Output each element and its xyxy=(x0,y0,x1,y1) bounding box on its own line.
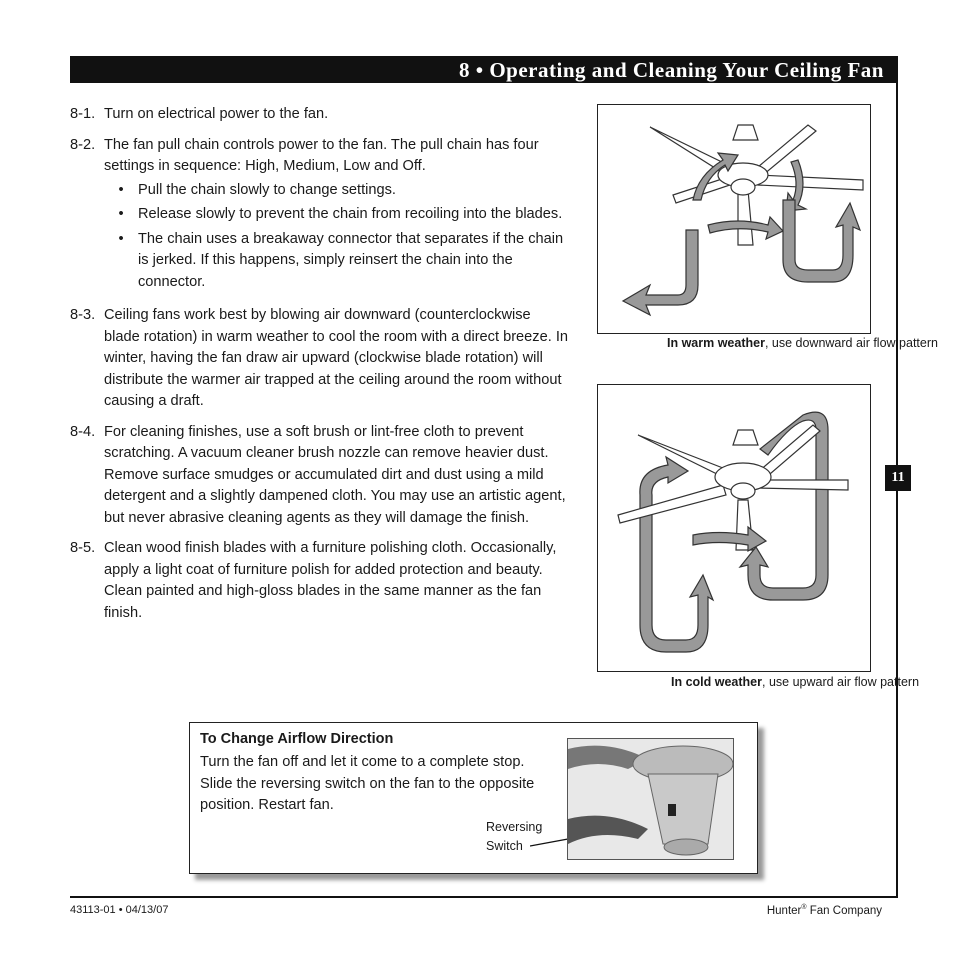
step-8-1 xyxy=(70,104,570,126)
section-title: 8 • Operating and Cleaning Your Ceiling Fan xyxy=(459,58,884,82)
airflow-arrow-down-right xyxy=(783,200,860,282)
bottom-border-rule xyxy=(70,896,898,898)
pull-chain-bullets xyxy=(104,180,570,297)
step-8-4 xyxy=(70,422,570,530)
step-text: The fan pull chain controls power to the fan. The pull chain has four settings in sequence: High, Medium, Low and Off. xyxy=(104,136,539,174)
page-number-tab: 11 xyxy=(885,465,911,491)
step-text: Ceiling fans work best by blowing air downward (counterclockwise blade rotation) in warm weather to cool the room with a direct breeze. In winter, having the fan draw air upward (clockwise blade rotation) will distribute the warmer air trapped at the ceiling around the room without causing a draft. xyxy=(104,307,568,409)
step-8-5 xyxy=(70,538,570,624)
fan-switch-housing-photo xyxy=(567,738,734,860)
company-name: Hunter® Fan Company xyxy=(766,904,882,917)
reversing-switch xyxy=(668,804,676,816)
airflow-arrow-up-left xyxy=(640,457,713,652)
fan-mount xyxy=(733,430,758,445)
fan-mount xyxy=(733,125,758,140)
bullet-item: • Pull the chain slowly to change settings. xyxy=(118,181,396,198)
callout-title: To Change Airflow Direction xyxy=(200,731,394,747)
step-number: 8-2. xyxy=(70,136,96,153)
bullet-item: • Release slowly to prevent the chain from recoiling into the blades. xyxy=(118,206,563,222)
callout-body: Turn the fan off and let it come to a complete stop. Slide the reversing switch on the fan to the opposite position. Restart fan. xyxy=(200,754,535,813)
cold-weather-caption: In cold weather, use upward air flow pattern xyxy=(671,675,920,689)
step-text: Turn on electrical power to the fan. xyxy=(104,106,329,122)
step-text: Clean wood finish blades with a furniture polishing cloth. Occasionally, apply a light coat of furniture polish for added protection and beauty. Clean painted and high-gloss blades in the same manner as the fan finish. xyxy=(104,540,557,621)
step-number: 8-4. xyxy=(70,423,96,440)
step-number: 8-3. xyxy=(70,307,96,323)
instruction-steps xyxy=(70,104,570,633)
step-number: 8-1. xyxy=(70,106,96,122)
cold-weather-airflow-illustration xyxy=(597,384,871,672)
warm-weather-caption: In warm weather, use downward air flow pattern xyxy=(667,336,938,350)
warm-weather-airflow-illustration xyxy=(597,104,871,334)
step-number: 8-5. xyxy=(70,540,96,556)
airflow-arrow-down-left xyxy=(623,230,698,315)
reversing-switch-label: Reversing Switch xyxy=(486,820,543,853)
section-header-bar xyxy=(70,56,896,83)
step-text: For cleaning finishes, use a soft brush or lint-free cloth to prevent scratching. A vacuum cleaner brush nozzle can remove heavier dust. Remove surface smudges or accumulated dirt and dust using a mild detergent and a slightly dampened cloth. You may use an artistic agent, but never abrasive cleaning agents as they will damage the finish. xyxy=(104,423,566,526)
rotation-arrow-front xyxy=(693,527,766,551)
bullet-item: • The chain uses a breakaway connector that separates if the chain is jerked. If this happens, simply reinsert the chain into the connector. xyxy=(118,230,564,290)
step-8-3 xyxy=(70,305,570,413)
step-8-2 xyxy=(70,135,570,297)
airflow-direction-callout xyxy=(189,722,758,874)
document-id: 43113-01 • 04/13/07 xyxy=(70,904,169,916)
